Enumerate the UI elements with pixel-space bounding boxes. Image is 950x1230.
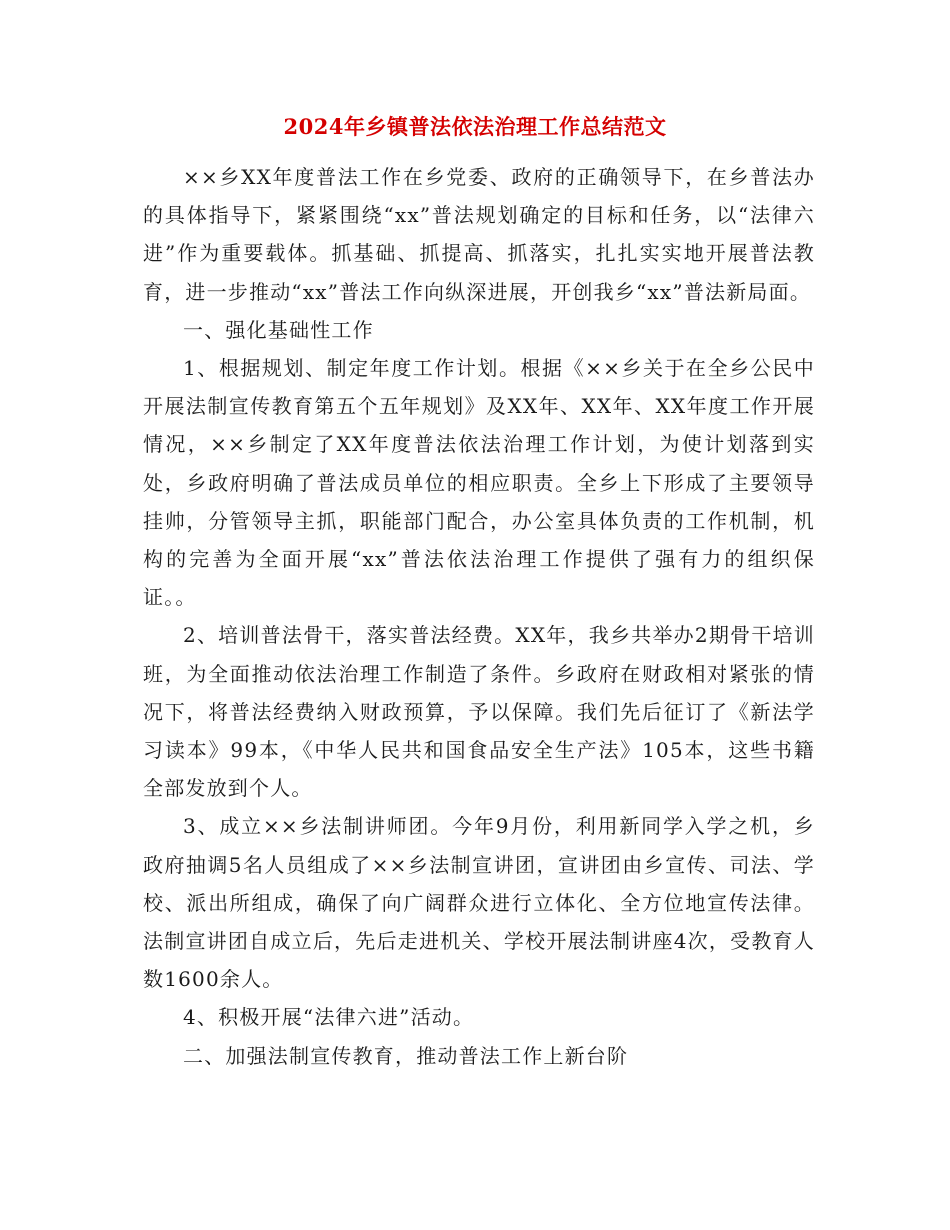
paragraph-item-3: 3、成立××乡法制讲师团。今年9月份，利用新同学入学之机，乡政府抽调5名人员组成了××乡法制宣讲团，宣讲团由乡宣传、司法、学校、派出所组成，确保了向广阔群众进行立体化、全方位地宣传法律。法制宣讲团自成立后，先后走进机关、学校开展法制讲座4次，受教育人数1600余人。 (143, 814, 815, 992)
section-heading-1: 一、强化基础性工作 (183, 317, 374, 342)
paragraph-item-1: 1、根据规划、制定年度工作计划。根据《××乡关于在全乡公民中开展法制宣传教育第五个五年规划》及XX年、XX年、XX年度工作开展情况，××乡制定了XX年度普法依法治理工作计划，为使计划落到实处，乡政府明确了普法成员单位的相应职责。全乡上下形成了主要领导挂帅，分管领导主抓，职能部门配合，办公室具体负责的工作机制，机构的完善为全面开展“xx”普法依法治理工作提供了强有力的组织保证。。 (143, 356, 815, 610)
document-body (143, 158, 815, 1075)
paragraph-intro: ××乡XX年度普法工作在乡党委、政府的正确领导下，在乡普法办的具体指导下，紧紧围绕“xx”普法规划确定的目标和任务，以“法律六进”作为重要载体。抓基础、抓提高、抓落实，扎扎实实地开展普法教育，进一步推动“xx”普法工作向纵深进展，开创我乡“xx”普法新局面。 (143, 165, 815, 304)
paragraph-item-2: 2、培训普法骨干，落实普法经费。XX年，我乡共举办2期骨干培训班，为全面推动依法治理工作制造了条件。乡政府在财政相对紧张的情况下，将普法经费纳入财政预算，予以保障。我们先后征订了《新法学习读本》99本，《中华人民共和国食品安全生产法》105本，这些书籍全部发放到个人。 (143, 623, 815, 801)
paragraph-item-4: 4、积极开展“法律六进”活动。 (183, 1005, 475, 1030)
document-title: 2024年乡镇普法依法治理工作总结范文 (283, 114, 667, 139)
section-heading-2: 二、加强法制宣传教育，推动普法工作上新台阶 (183, 1043, 629, 1068)
